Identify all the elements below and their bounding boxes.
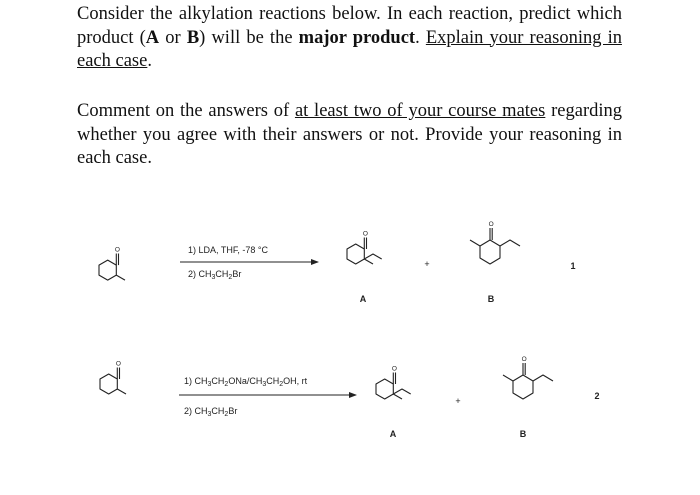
- reaction-1-label-b: B: [487, 294, 495, 304]
- explain-reasoning-underlined: Explain your reasoning in each case: [77, 27, 622, 71]
- reaction-2: [100, 356, 600, 439]
- product-1a-structure: [347, 231, 382, 265]
- product-2a-structure: [376, 366, 411, 400]
- reactant-1-structure: [99, 247, 125, 281]
- reaction-1: [99, 221, 576, 304]
- reactant-2-structure: [100, 361, 126, 395]
- reaction-1-step-2: 2) $CH_3CH_2Br$: [188, 269, 242, 281]
- reaction-2-step-2: 2) $CH_3CH_2Br$: [184, 406, 238, 418]
- label-a-bold: A: [145, 27, 160, 48]
- product-1b-oxygen: O: [488, 221, 494, 228]
- reaction-1-number: 1: [570, 261, 576, 271]
- comment-paragraph: Comment on the answers of at least two of your course mates regarding whether you agree with their answers or not. Provide your reasoning in each case.: [77, 101, 622, 168]
- major-product-bold: major product: [298, 27, 416, 48]
- reactant-1-oxygen: O: [114, 246, 120, 254]
- product-1a-oxygen: O: [362, 230, 368, 238]
- product-2b-oxygen: O: [521, 356, 527, 363]
- reaction-2-label-a: A: [389, 429, 397, 439]
- reaction-2-label-b: B: [519, 429, 527, 439]
- course-mates-underlined: at least two of your course mates: [294, 101, 546, 121]
- reaction-2-plus: +: [455, 396, 461, 406]
- reaction-2-number: 2: [594, 391, 600, 401]
- label-b-bold: B: [186, 27, 200, 48]
- reaction-1-label-a: A: [359, 294, 367, 304]
- product-1b-structure: [470, 221, 520, 264]
- product-2b-structure: [503, 356, 553, 399]
- instruction-paragraph: Consider the alkylation reactions below. In each reaction, predict which product (A or B) will be the major product. Explain your reasoning in each case.: [77, 4, 622, 71]
- reaction-1-plus: +: [424, 259, 430, 269]
- product-2a-oxygen: O: [391, 365, 397, 373]
- reaction-2-step-1: 1) $CH_3CH_2ONa/CH_3CH_2OH$, rt: [184, 376, 308, 388]
- reaction-1-step-1: 1) LDA, THF, -78 °C: [188, 245, 268, 255]
- reactant-2-oxygen: O: [115, 360, 121, 368]
